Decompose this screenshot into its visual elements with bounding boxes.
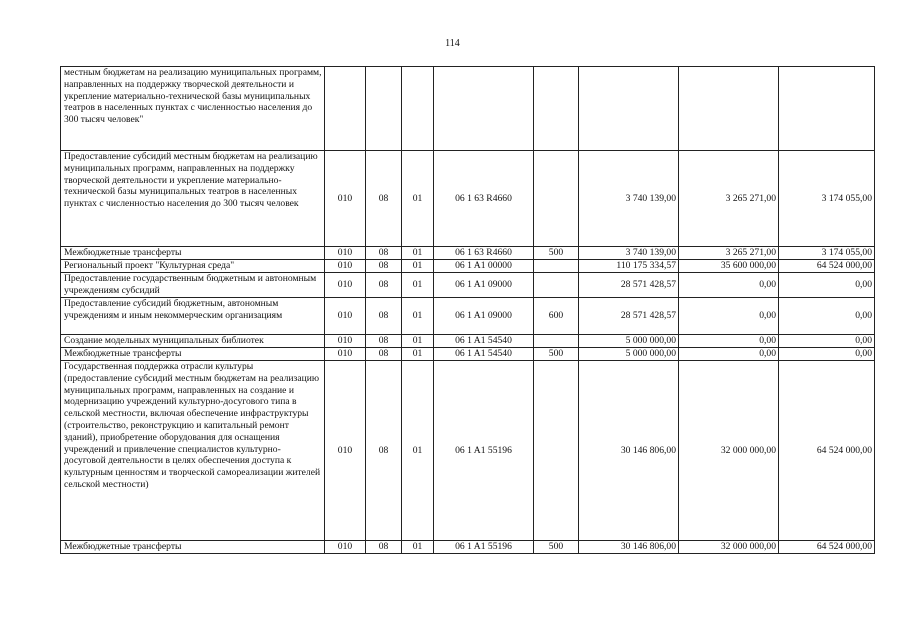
row-name: Межбюджетные трансферты (61, 348, 325, 361)
amount-year-3 (779, 67, 875, 151)
amount-year-2: 0,00 (679, 298, 779, 335)
expense-type-code (534, 260, 579, 273)
row-name: местным бюджетам на реализацию муниципальных программ, направленных на поддержку творческой деятельности и укрепление материально-технической базы муниципальных театров в населенных пунктах с численностью населения до 300 тысяч человек" (61, 67, 325, 151)
expense-type-code (534, 67, 579, 151)
table-row (61, 260, 875, 273)
amount-year-3: 64 524 000,00 (779, 361, 875, 541)
amount-year-1: 30 146 806,00 (579, 541, 679, 554)
section-code: 08 (366, 361, 402, 541)
amount-year-2: 32 000 000,00 (679, 361, 779, 541)
amount-year-3: 3 174 055,00 (779, 151, 875, 247)
amount-year-3: 0,00 (779, 273, 875, 298)
amount-year-2: 3 265 271,00 (679, 247, 779, 260)
target-article-code: 06 1 63 R4660 (434, 247, 534, 260)
subsection-code: 01 (402, 260, 434, 273)
section-code: 08 (366, 260, 402, 273)
target-article-code: 06 1 A1 55196 (434, 361, 534, 541)
amount-year-2 (679, 67, 779, 151)
subsection-code (402, 67, 434, 151)
amount-year-3: 64 524 000,00 (779, 260, 875, 273)
table-row (61, 298, 875, 335)
target-article-code: 06 1 63 R4660 (434, 151, 534, 247)
amount-year-3: 0,00 (779, 348, 875, 361)
section-code: 08 (366, 273, 402, 298)
page-number: 114 (445, 38, 460, 49)
ministry-code (325, 67, 366, 151)
target-article-code (434, 67, 534, 151)
amount-year-3: 0,00 (779, 298, 875, 335)
row-name: Предоставление субсидий бюджетным, автономным учреждениям и иным некоммерческим организациям (61, 298, 325, 335)
section-code: 08 (366, 541, 402, 554)
expense-type-code (534, 151, 579, 247)
subsection-code: 01 (402, 361, 434, 541)
row-name: Предоставление субсидий местным бюджетам на реализацию муниципальных программ, направленных на поддержку творческой деятельности и укрепление материально-технической базы муниципальных театров в населенных пунктах с численностью населения до 300 тысяч человек (61, 151, 325, 247)
table-row (61, 361, 875, 541)
ministry-code: 010 (325, 541, 366, 554)
row-name: Региональный проект "Культурная среда" (61, 260, 325, 273)
table-row (61, 273, 875, 298)
target-article-code: 06 1 A1 55196 (434, 541, 534, 554)
expense-type-code (534, 335, 579, 348)
target-article-code: 06 1 A1 00000 (434, 260, 534, 273)
amount-year-3: 3 174 055,00 (779, 247, 875, 260)
amount-year-2: 32 000 000,00 (679, 541, 779, 554)
row-name: Государственная поддержка отрасли культуры (предоставление субсидий местным бюджетам на реализацию муниципальных программ, направленных на создание и модернизацию учреждений культурно-досугового типа в сельской местности, включая обеспечение инфраструктуры (строительство, реконструкцию и капитальный ремонт зданий), приобретение оборудования для оснащения учреждений и привлечение специалистов культурно-досуговой деятельности в целях обеспечения доступа к культурным ценностям и творческой самореализации жителей сельской местности) (61, 361, 325, 541)
subsection-code: 01 (402, 541, 434, 554)
table-row (61, 67, 875, 151)
amount-year-1: 110 175 334,57 (579, 260, 679, 273)
amount-year-1: 5 000 000,00 (579, 335, 679, 348)
ministry-code: 010 (325, 247, 366, 260)
section-code (366, 67, 402, 151)
table-row (61, 151, 875, 247)
row-name: Межбюджетные трансферты (61, 541, 325, 554)
amount-year-1: 30 146 806,00 (579, 361, 679, 541)
table-row (61, 247, 875, 260)
row-name: Создание модельных муниципальных библиотек (61, 335, 325, 348)
table-body (61, 67, 875, 554)
target-article-code: 06 1 A1 54540 (434, 348, 534, 361)
expense-type-code: 600 (534, 298, 579, 335)
section-code: 08 (366, 348, 402, 361)
amount-year-2: 0,00 (679, 348, 779, 361)
expense-type-code: 500 (534, 541, 579, 554)
ministry-code: 010 (325, 348, 366, 361)
subsection-code: 01 (402, 298, 434, 335)
amount-year-2: 0,00 (679, 273, 779, 298)
row-name: Предоставление государственным бюджетным и автономным учреждениям субсидий (61, 273, 325, 298)
amount-year-1: 28 571 428,57 (579, 298, 679, 335)
amount-year-3: 0,00 (779, 335, 875, 348)
section-code: 08 (366, 335, 402, 348)
table-row (61, 541, 875, 554)
target-article-code: 06 1 A1 54540 (434, 335, 534, 348)
target-article-code: 06 1 A1 09000 (434, 298, 534, 335)
subsection-code: 01 (402, 247, 434, 260)
expense-type-code: 500 (534, 348, 579, 361)
amount-year-2: 35 600 000,00 (679, 260, 779, 273)
section-code: 08 (366, 151, 402, 247)
amount-year-2: 3 265 271,00 (679, 151, 779, 247)
amount-year-3: 64 524 000,00 (779, 541, 875, 554)
ministry-code: 010 (325, 361, 366, 541)
ministry-code: 010 (325, 151, 366, 247)
amount-year-1: 5 000 000,00 (579, 348, 679, 361)
amount-year-1: 3 740 139,00 (579, 151, 679, 247)
expense-type-code (534, 361, 579, 541)
expense-type-code: 500 (534, 247, 579, 260)
section-code: 08 (366, 298, 402, 335)
section-code: 08 (366, 247, 402, 260)
row-name: Межбюджетные трансферты (61, 247, 325, 260)
amount-year-2: 0,00 (679, 335, 779, 348)
amount-year-1: 3 740 139,00 (579, 247, 679, 260)
expense-type-code (534, 273, 579, 298)
subsection-code: 01 (402, 273, 434, 298)
subsection-code: 01 (402, 151, 434, 247)
ministry-code: 010 (325, 298, 366, 335)
amount-year-1 (579, 67, 679, 151)
subsection-code: 01 (402, 335, 434, 348)
table-row (61, 348, 875, 361)
ministry-code: 010 (325, 335, 366, 348)
subsection-code: 01 (402, 348, 434, 361)
ministry-code: 010 (325, 273, 366, 298)
target-article-code: 06 1 A1 09000 (434, 273, 534, 298)
ministry-code: 010 (325, 260, 366, 273)
amount-year-1: 28 571 428,57 (579, 273, 679, 298)
budget-table (60, 66, 875, 554)
table-row (61, 335, 875, 348)
